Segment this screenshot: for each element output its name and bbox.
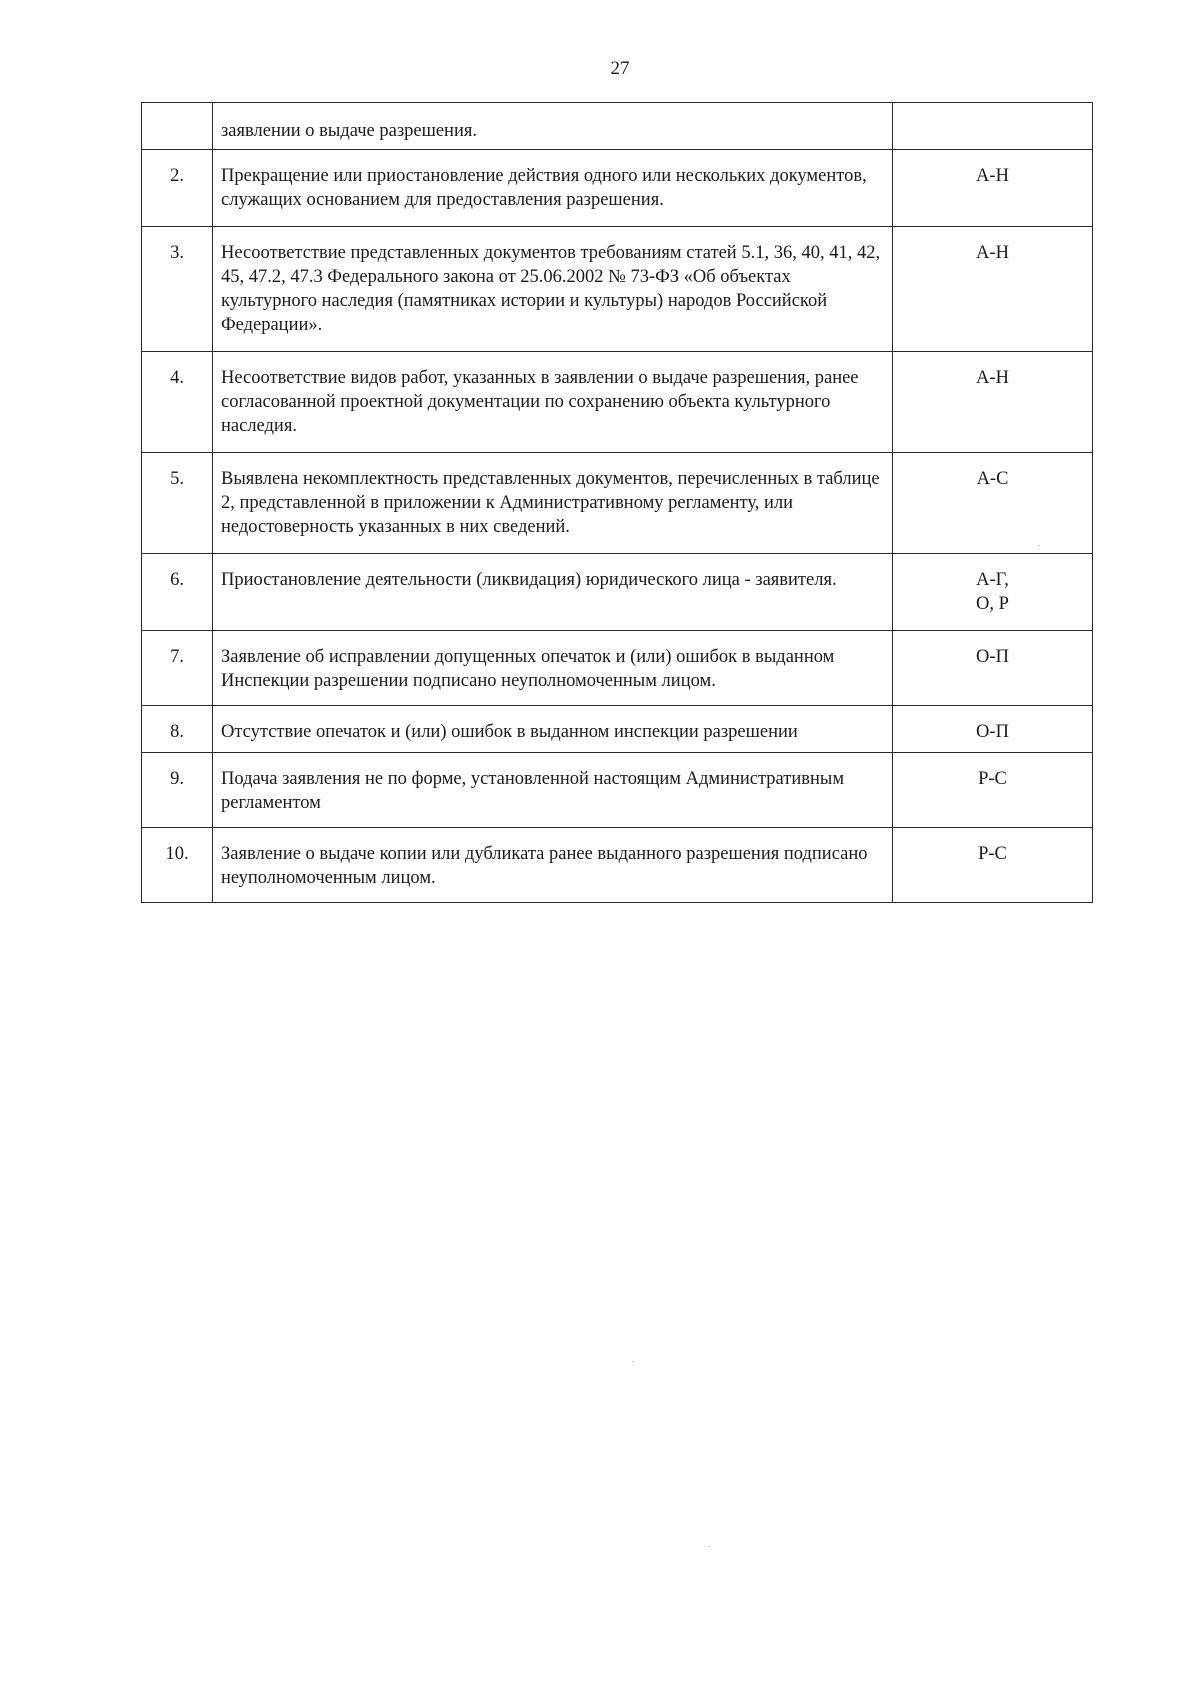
row-text: Отсутствие опечаток и (или) ошибок в выданном инспекции разрешении: [213, 706, 893, 753]
row-code: [893, 103, 1093, 150]
scan-speck: [632, 1361, 634, 1362]
row-number: 8.: [142, 706, 213, 753]
scan-speck: [708, 1546, 710, 1547]
row-number: 2.: [142, 150, 213, 227]
table-row: [142, 103, 1093, 150]
row-number: 6.: [142, 554, 213, 631]
row-text: заявлении о выдаче разрешения.: [213, 103, 893, 150]
row-number: 9.: [142, 753, 213, 828]
row-number: 7.: [142, 631, 213, 706]
row-text: Подача заявления не по форме, установленной настоящим Административным регламентом: [213, 753, 893, 828]
row-code: А-С: [893, 453, 1093, 554]
row-code: О-П: [893, 706, 1093, 753]
row-text: Заявление о выдаче копии или дубликата ранее выданного разрешения подписано неуполномоченным лицом.: [213, 828, 893, 903]
row-code: А-Н: [893, 227, 1093, 352]
grounds-table: [141, 102, 1093, 903]
row-code: А-Г, О, Р: [893, 554, 1093, 631]
row-number: 10.: [142, 828, 213, 903]
row-number: [142, 103, 213, 150]
row-text: Несоответствие представленных документов требованиям статей 5.1, 36, 40, 41, 42, 45, 47.2, 47.3 Федерального закона от 25.06.2002 № 73-ФЗ «Об объектах культурного наследия (памятниках истории и культуры) народов Российской Федерации».: [213, 227, 893, 352]
table-row: [142, 706, 1093, 753]
row-text: Выявлена некомплектность представленных документов, перечисленных в таблице 2, представленной в приложении к Административному регламенту, или недостоверность указанных в них сведений.: [213, 453, 893, 554]
row-code: Р-С: [893, 753, 1093, 828]
row-number: 4.: [142, 352, 213, 453]
table-row: [142, 828, 1093, 903]
table-row: [142, 150, 1093, 227]
table-row: [142, 554, 1093, 631]
row-number: 3.: [142, 227, 213, 352]
row-code: Р-С: [893, 828, 1093, 903]
row-text: Прекращение или приостановление действия одного или нескольких документов, служащих основанием для предоставления разрешения.: [213, 150, 893, 227]
row-text: Приостановление деятельности (ликвидация) юридического лица - заявителя.: [213, 554, 893, 631]
row-number: 5.: [142, 453, 213, 554]
row-text: Заявление об исправлении допущенных опечаток и (или) ошибок в выданном Инспекции разрешении подписано неуполномоченным лицом.: [213, 631, 893, 706]
row-code: А-Н: [893, 352, 1093, 453]
table-row: [142, 352, 1093, 453]
table-row: [142, 227, 1093, 352]
scan-speck: [1038, 545, 1040, 546]
table-row: [142, 753, 1093, 828]
row-code: О-П: [893, 631, 1093, 706]
row-text: Несоответствие видов работ, указанных в заявлении о выдаче разрешения, ранее согласованной проектной документации по сохранению объекта культурного наследия.: [213, 352, 893, 453]
page-number: 27: [610, 58, 630, 79]
row-code: А-Н: [893, 150, 1093, 227]
table-row: [142, 453, 1093, 554]
table-row: [142, 631, 1093, 706]
